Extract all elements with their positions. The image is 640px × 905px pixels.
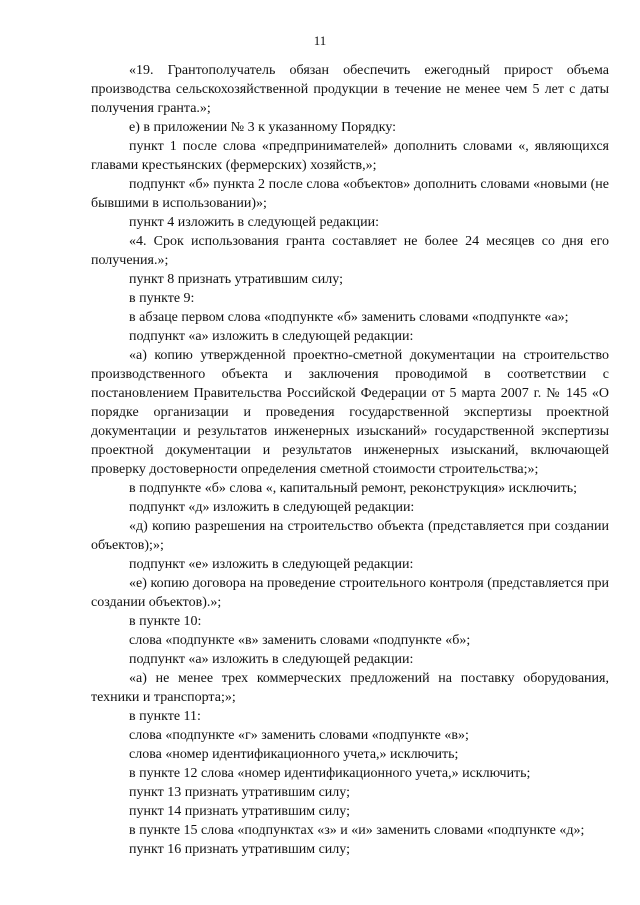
paragraph-11: «а) копию утвержденной проектно-сметной документации на строительство производственного объекта и заключения проводимой в соответствии с постановлением Правительства Российской Федерации от 5 марта 2007 г. № 145 «О порядке организации и проведения государственной экспертизы проектной документации и результатов инженерных изысканий» государственной экспертизы проектной документации и результатов инженерных изысканий, включающей проверку достоверности определения сметной стоимости строительства;»; [91, 348, 609, 477]
paragraph-12: в подпункте «б» слова «, капитальный ремонт, реконструкция» исключить; [129, 481, 578, 496]
document-body [91, 61, 609, 859]
paragraph-28: пункт 16 признать утратившим силу; [129, 842, 350, 857]
paragraph-3: пункт 1 после слова «предпринимателей» дополнить словами «, являющихся главами крестьянских (фермерских) хозяйств,»; [91, 139, 609, 173]
paragraph-24: в пункте 12 слова «номер идентификационного учета,» исключить; [129, 766, 531, 781]
paragraph-21: в пункте 11: [129, 709, 201, 724]
paragraph-23: слова «номер идентификационного учета,» исключить; [129, 747, 459, 762]
paragraph-7: пункт 8 признать утратившим силу; [129, 272, 343, 287]
paragraph-10: подпункт «а» изложить в следующей редакции: [129, 329, 414, 344]
paragraph-26: пункт 14 признать утратившим силу; [129, 804, 350, 819]
paragraph-15: подпункт «е» изложить в следующей редакции: [129, 557, 414, 572]
paragraph-18: слова «подпункте «в» заменить словами «подпункте «б»; [129, 633, 471, 648]
paragraph-5: пункт 4 изложить в следующей редакции: [129, 215, 379, 230]
paragraph-20: «а) не менее трех коммерческих предложений на поставку оборудования, техники и транспорта;»; [91, 671, 609, 705]
paragraph-25: пункт 13 признать утратившим силу; [129, 785, 350, 800]
paragraph-13: подпункт «д» изложить в следующей редакции: [129, 500, 415, 515]
paragraph-1: «19. Грантополучатель обязан обеспечить ежегодный прирост объема производства сельскохозяйственной продукции в течение не менее чем 5 лет с даты получения гранта.»; [91, 63, 609, 116]
paragraph-6: «4. Срок использования гранта составляет не более 24 месяцев со дня его получения.»; [91, 234, 609, 268]
page-number: 11 [313, 33, 327, 48]
paragraph-4: подпункт «б» пункта 2 после слова «объектов» дополнить словами «новыми (не бывшими в использовании)»; [91, 177, 609, 211]
paragraph-22: слова «подпункте «г» заменить словами «подпункте «в»; [129, 728, 469, 743]
paragraph-17: в пункте 10: [129, 614, 202, 629]
paragraph-8: в пункте 9: [129, 291, 195, 306]
paragraph-27: в пункте 15 слова «подпунктах «з» и «и» заменить словами «подпункте «д»; [129, 823, 585, 838]
paragraph-16: «е) копию договора на проведение строительного контроля (представляется при создании объектов).»; [91, 576, 609, 610]
paragraph-19: подпункт «а» изложить в следующей редакции: [129, 652, 414, 667]
paragraph-9: в абзаце первом слова «подпункте «б» заменить словами «подпункте «а»; [129, 310, 569, 325]
paragraph-2: е) в приложении № 3 к указанному Порядку: [129, 120, 397, 135]
paragraph-14: «д) копию разрешения на строительство объекта (представляется при создании объектов);»; [91, 519, 609, 553]
